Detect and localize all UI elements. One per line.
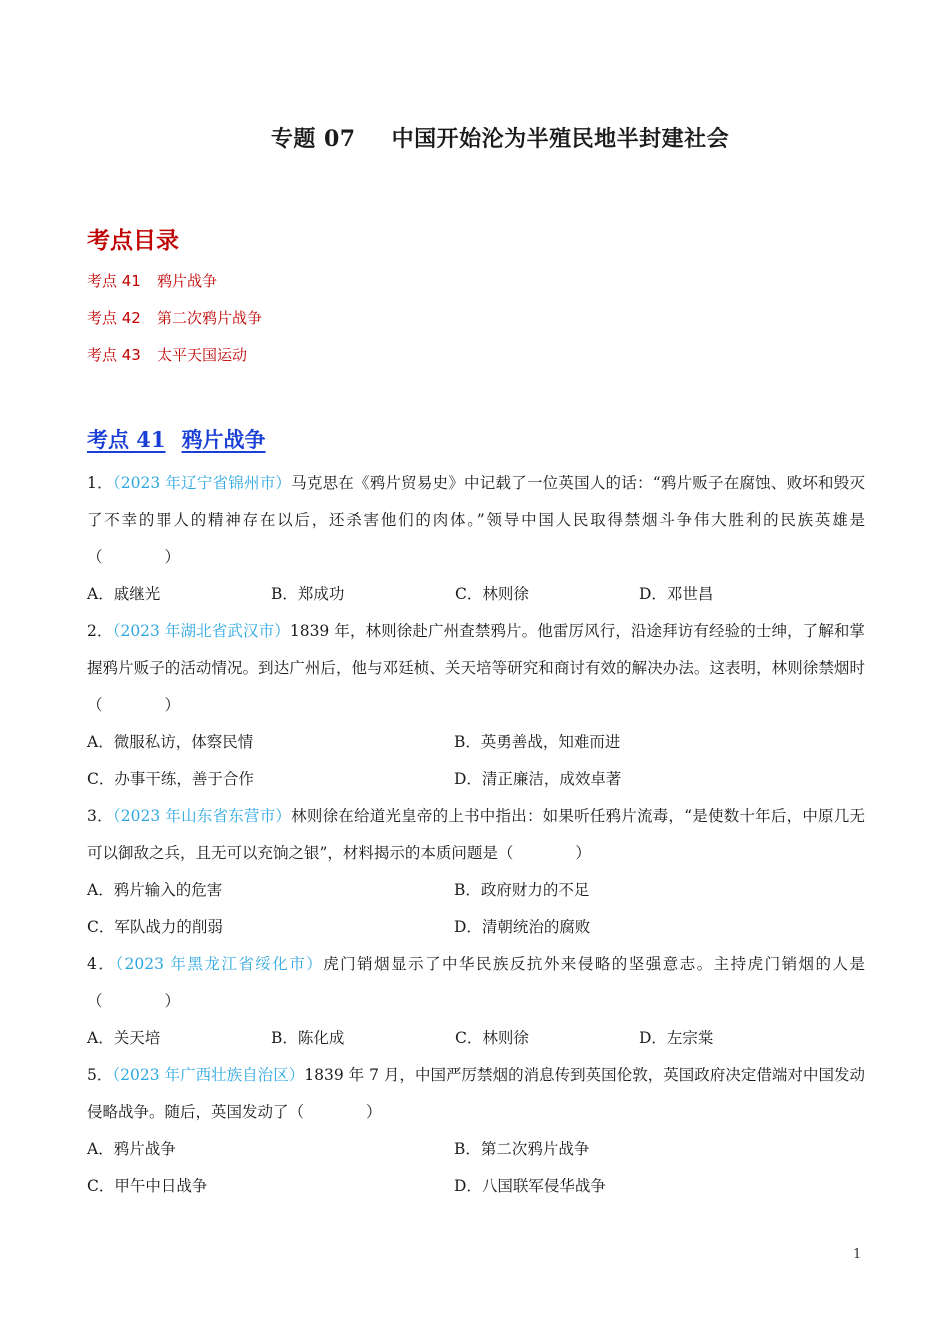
option-group [87, 872, 865, 909]
question-source: （2023 年山东省东营市） [112, 807, 292, 825]
option-b[interactable]: B．政府财力的不足 [454, 881, 590, 899]
question-list [87, 465, 865, 1205]
question-stem [87, 465, 865, 576]
option-a[interactable]: A．鸦片战争 [87, 1140, 176, 1158]
toc-item-43[interactable] [87, 344, 262, 381]
question-number: 2． [87, 622, 113, 640]
toc-item-label: 太平天国运动 [157, 346, 248, 364]
option-b[interactable]: B．陈化成 [271, 1029, 345, 1047]
question-text: 林则徐在给道光皇帝的上书中指出：如果听任鸦片流毒，“是使数十年后，中原几无可以御敌之兵，且无可以充饷之银”，材料揭示的本质问题是（ ） [87, 807, 865, 862]
question-text: 1839 年 7 月，中国严厉禁烟的消息传到英国伦敦，英国政府决定借端对中国发动侵略战争。随后，英国发动了（ ） [87, 1066, 865, 1121]
option-b[interactable]: B．第二次鸦片战争 [454, 1140, 590, 1158]
option-d[interactable]: D．八国联军侵华战争 [454, 1177, 606, 1195]
toc-item-41[interactable] [87, 270, 262, 307]
option-c[interactable]: C．办事干练，善于合作 [87, 770, 254, 788]
toc-heading: 考点目录 [87, 228, 179, 254]
question-5 [87, 1057, 865, 1205]
title-text: 中国开始沦为半殖民地半封建社会 [391, 126, 730, 152]
question-stem [87, 946, 865, 1020]
option-b[interactable]: B．郑成功 [271, 585, 345, 603]
question-4 [87, 946, 865, 1057]
question-1 [87, 465, 865, 613]
option-group [87, 724, 865, 761]
option-group [87, 761, 865, 798]
option-c[interactable]: C．甲午中日战争 [87, 1177, 208, 1195]
option-c[interactable]: C．军队战力的削弱 [87, 918, 223, 936]
toc-item-code: 考点 43 [87, 346, 141, 364]
question-stem [87, 798, 865, 872]
option-b[interactable]: B．英勇善战，知难而进 [454, 733, 621, 751]
document-title [0, 122, 950, 153]
section-label: 鸦片战争 [181, 427, 266, 452]
question-source: （2023 年辽宁省锦州市） [112, 474, 292, 492]
question-stem [87, 613, 865, 724]
option-d[interactable]: D．清朝统治的腐败 [454, 918, 591, 936]
question-number: 1． [87, 474, 113, 492]
toc-item-label: 第二次鸦片战争 [157, 309, 263, 327]
question-stem [87, 1057, 865, 1131]
option-group [87, 909, 865, 946]
option-c[interactable]: C．林则徐 [455, 585, 529, 603]
question-source: （2023 年广西壮族自治区） [112, 1066, 305, 1084]
option-a[interactable]: A．鸦片输入的危害 [87, 881, 223, 899]
toc-item-42[interactable] [87, 307, 262, 344]
title-prefix: 专题 07 [270, 126, 356, 152]
question-source: （2023 年湖北省武汉市） [112, 622, 290, 640]
option-d[interactable]: D．邓世昌 [639, 585, 714, 603]
option-group [87, 576, 865, 613]
toc-item-code: 考点 41 [87, 272, 141, 290]
option-group [87, 1131, 865, 1168]
question-number: 5． [87, 1066, 113, 1084]
option-a[interactable]: A．关天培 [87, 1029, 161, 1047]
question-3 [87, 798, 865, 946]
option-d[interactable]: D．清正廉洁，成效卓著 [454, 770, 622, 788]
question-text: 马克思在《鸦片贸易史》中记载了一位英国人的话：“鸦片贩子在腐蚀、败坏和毁灭了不幸的罪人的精神存在以后，还杀害他们的肉体。”领导中国人民取得禁烟斗争伟大胜利的民族英雄是（ ） [87, 474, 865, 566]
toc-list [87, 270, 262, 381]
option-c[interactable]: C．林则徐 [455, 1029, 529, 1047]
question-2 [87, 613, 865, 798]
option-a[interactable]: A．微服私访，体察民情 [87, 733, 254, 751]
question-text: 虎门销烟显示了中华民族反抗外来侵略的坚强意志。主持虎门销烟的人是（ ） [87, 955, 865, 1010]
page-number: 1 [853, 1247, 862, 1262]
question-number: 3． [87, 807, 113, 825]
section-heading-link[interactable] [87, 424, 266, 454]
option-d[interactable]: D．左宗棠 [639, 1029, 714, 1047]
section-code: 考点 41 [87, 427, 166, 452]
question-source: （2023 年黑龙江省绥化市） [115, 955, 324, 973]
option-a[interactable]: A．戚继光 [87, 585, 161, 603]
option-group [87, 1020, 865, 1057]
option-group [87, 1168, 865, 1205]
toc-item-code: 考点 42 [87, 309, 141, 327]
toc-item-label: 鸦片战争 [157, 272, 218, 290]
question-number: 4． [87, 955, 116, 973]
question-text: 1839 年，林则徐赴广州查禁鸦片。他雷厉风行，沿途拜访有经验的士绅，了解和掌握鸦片贩子的活动情况。到达广州后，他与邓廷桢、关天培等研究和商讨有效的解决办法。这表明，林则徐禁烟时（ ） [87, 622, 865, 714]
